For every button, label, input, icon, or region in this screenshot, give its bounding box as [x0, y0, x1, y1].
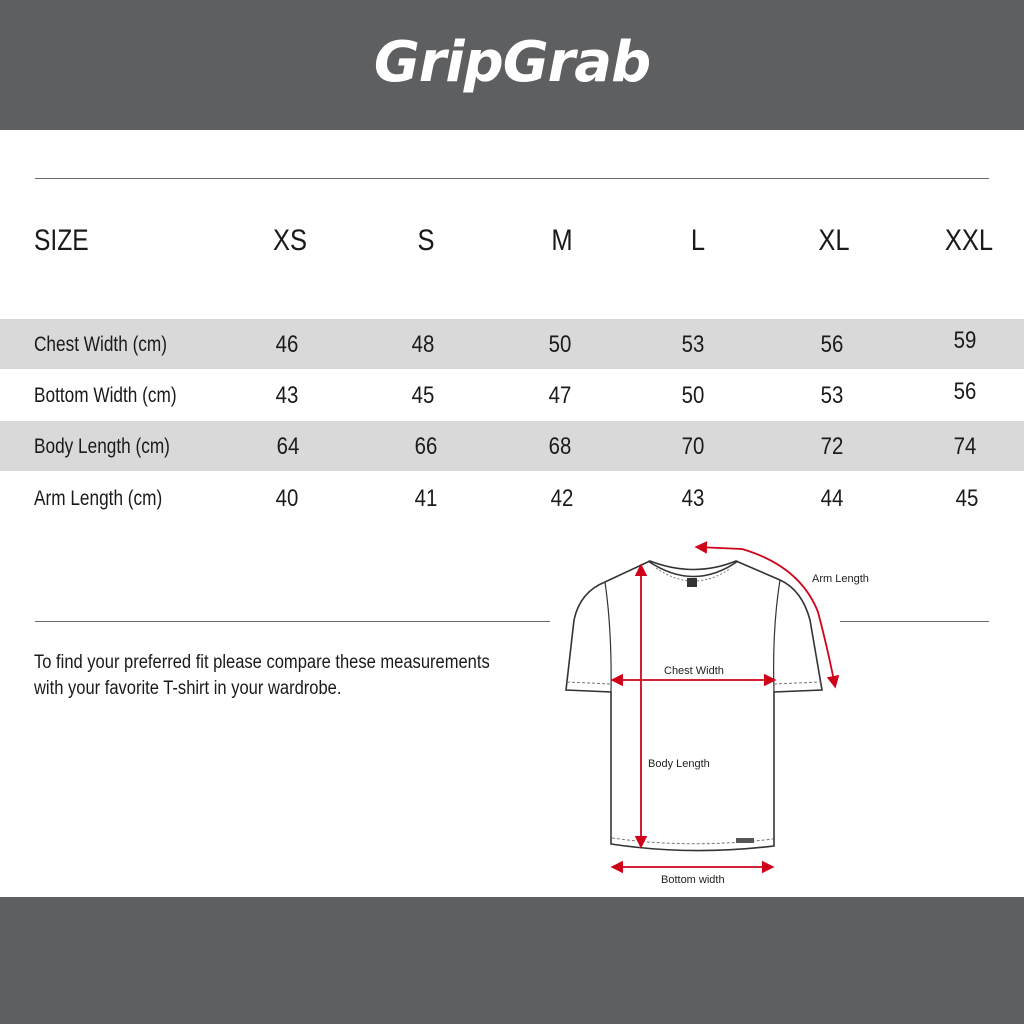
- row-label: Bottom Width (cm): [34, 384, 177, 407]
- tshirt-outline: [566, 561, 822, 851]
- table-cell: 45: [411, 382, 435, 409]
- size-xs: XS: [272, 224, 308, 257]
- arm-length-label: Arm Length: [812, 573, 869, 585]
- logo-label-icon: [736, 838, 754, 843]
- table-cell: 44: [820, 485, 844, 512]
- tag-icon: [687, 578, 697, 587]
- body-length-label: Body Length: [648, 758, 710, 770]
- row-label: Body Length (cm): [34, 435, 170, 458]
- chest-width-label: Chest Width: [664, 665, 724, 677]
- row-label: Arm Length (cm): [34, 487, 163, 510]
- size-xl: XL: [818, 224, 850, 257]
- size-xxl: XXL: [944, 224, 994, 257]
- size-m: M: [551, 224, 573, 257]
- footer-band: [0, 897, 1024, 1024]
- table-cell: 64: [276, 433, 300, 460]
- table-cell: 66: [414, 433, 438, 460]
- size-s: S: [417, 224, 435, 257]
- table-cell: 45: [955, 485, 979, 512]
- table-cell: 48: [411, 331, 435, 358]
- table-cell: 43: [681, 485, 705, 512]
- instructions-line-2: with your favorite T-shirt in your wardrobe.: [34, 678, 342, 699]
- size-l: L: [690, 224, 706, 257]
- table-row-body-length: [0, 421, 1024, 471]
- table-cell: 74: [953, 433, 977, 460]
- size-header-label: SIZE: [34, 224, 89, 257]
- table-cell: 41: [414, 485, 438, 512]
- header-band: [0, 0, 1024, 130]
- table-cell: 59: [953, 327, 977, 354]
- table-cell: 40: [275, 485, 299, 512]
- table-cell: 72: [820, 433, 844, 460]
- table-cell: 42: [550, 485, 574, 512]
- tshirt-measurement-diagram: [555, 535, 875, 895]
- table-cell: 68: [548, 433, 572, 460]
- top-divider: [35, 178, 989, 179]
- table-row-arm-length: [0, 473, 1024, 523]
- table-cell: 53: [820, 382, 844, 409]
- bottom-width-label: Bottom width: [661, 874, 725, 886]
- table-row-bottom-width: [0, 370, 1024, 420]
- table-row-chest-width: [0, 319, 1024, 369]
- left-divider: [35, 621, 550, 622]
- table-cell: 53: [681, 331, 705, 358]
- row-label: Chest Width (cm): [34, 333, 167, 356]
- table-cell: 56: [953, 378, 977, 405]
- fit-instructions: [34, 650, 556, 702]
- table-cell: 46: [275, 331, 299, 358]
- table-cell: 47: [548, 382, 572, 409]
- instructions-line-1: To find your preferred fit please compare these measurements: [34, 652, 490, 673]
- table-cell: 56: [820, 331, 844, 358]
- gripgrab-logo: GripGrab: [373, 30, 651, 95]
- table-cell: 70: [681, 433, 705, 460]
- table-cell: 50: [681, 382, 705, 409]
- table-cell: 43: [275, 382, 299, 409]
- table-cell: 50: [548, 331, 572, 358]
